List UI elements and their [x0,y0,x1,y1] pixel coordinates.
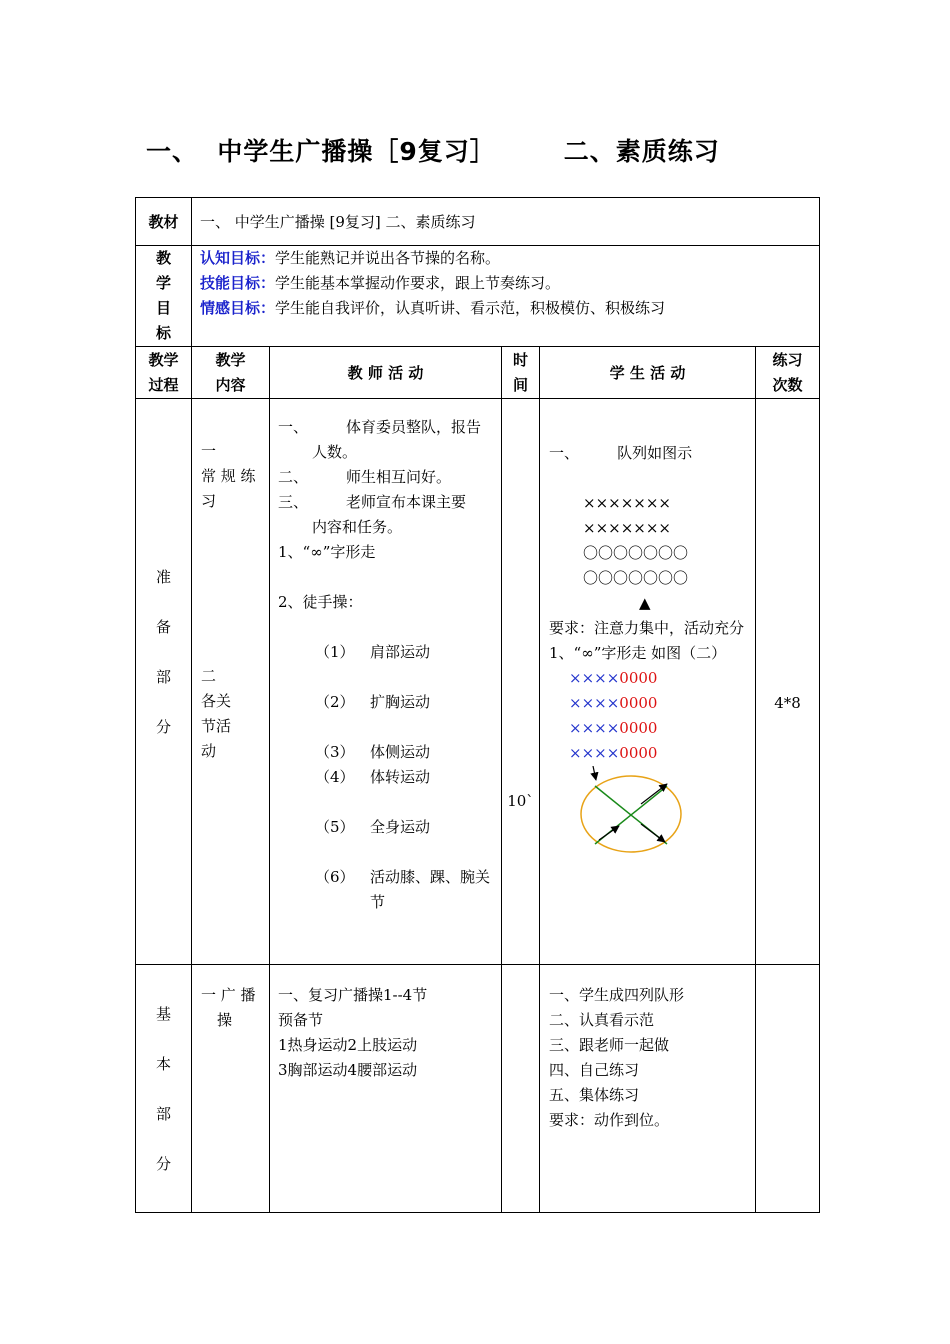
prep-row [136,399,820,965]
teacher-item-3: 三、 老师宣布本课主要 内容和任务。 [278,493,467,536]
prep-teacher [270,399,502,965]
header-count: 练习 次数 [756,347,820,399]
goal-emotion: 情感目标：学生能自我评价，认真听讲、看示范，积极模仿、积极练习 [200,299,666,317]
goal-skill: 技能目标：学生能基本掌握动作要求，跟上节奏练习。 [200,274,561,292]
material-label: 教材 [136,198,192,246]
header-content: 教学 内容 [192,347,270,399]
direction-arrow-1 [593,766,596,780]
walk-formation: ××××0000 ××××0000 ××××0000 ××××0000 [569,669,658,762]
basic-count [756,965,820,1213]
material-row [136,198,820,246]
basic-process: 基 本 部 分 [136,965,192,1213]
figure-eight-walk-diagram [579,766,689,854]
prep-student [540,399,756,965]
header-teacher: 教 师 活 动 [270,347,502,399]
direction-arrow-3 [641,824,665,842]
direction-arrow-4 [599,826,619,840]
teacher-freehand: 2、徒手操： [278,593,363,611]
basic-teacher: 一、复习广播操1--4节 预备节 1热身运动2上肢运动 3胸部运动4腰部运动 [270,965,502,1213]
exercise-4: （4） 体转运动 [315,768,431,786]
teacher-walk: 1、“∞”字形走 [278,543,376,561]
basic-content: 一 广 播 操 [192,965,270,1213]
goals-row [136,246,820,347]
goal-cognitive: 认知目标：学生能熟记并说出各节操的名称。 [200,249,501,267]
header-process: 教学 过程 [136,347,192,399]
prep-process: 准 备 部 分 [136,399,192,965]
formation-label: 一、 队列如图示 [549,444,693,462]
exercise-6: （6） 活动膝、踝、腕关 节 [315,868,491,911]
basic-row [136,965,820,1213]
goals-label: 教 学 目 标 [136,246,192,347]
teacher-marker: ▲ [639,594,651,612]
formation-grid: ××××××× ××××××× 〇〇〇〇〇〇〇 〇〇〇〇〇〇〇 [583,494,689,587]
exercise-5: （5） 全身运动 [315,818,431,836]
prep-requirement: 要求：注意力集中，活动充分 [549,619,745,637]
prep-time: 10` [502,399,540,965]
walk-label: 1、“∞”字形走 如图（二） [549,644,727,662]
header-student: 学 生 活 动 [540,347,756,399]
prep-count: 4*8 [756,399,820,965]
exercise-1: （1） 肩部运动 [315,643,431,661]
lesson-plan-table [135,197,820,1213]
teacher-item-1: 一、 体育委员整队，报告 人数。 [278,418,482,461]
teacher-item-2: 二、 师生相互问好。 [278,468,452,486]
header-time: 时 间 [502,347,540,399]
basic-student: 一、学生成四列队形 二、认真看示范 三、跟老师一起做 四、自己练习 五、集体练习 要求：动作到位。 [540,965,756,1213]
header-row [136,347,820,399]
direction-arrow-2 [641,784,667,804]
exercise-2: （2） 扩胸运动 [315,693,431,711]
page-title: 一、 中学生广播操［9复习］ 二、素质练习 [146,137,720,166]
goals-list [192,246,820,347]
prep-content: 一 常 规 练 习 二 各关 节活 动 [192,399,270,965]
basic-time [502,965,540,1213]
material-value: 一、 中学生广播操 [9复习] 二、素质练习 [192,198,820,246]
exercise-3: （3） 体侧运动 [315,743,431,761]
